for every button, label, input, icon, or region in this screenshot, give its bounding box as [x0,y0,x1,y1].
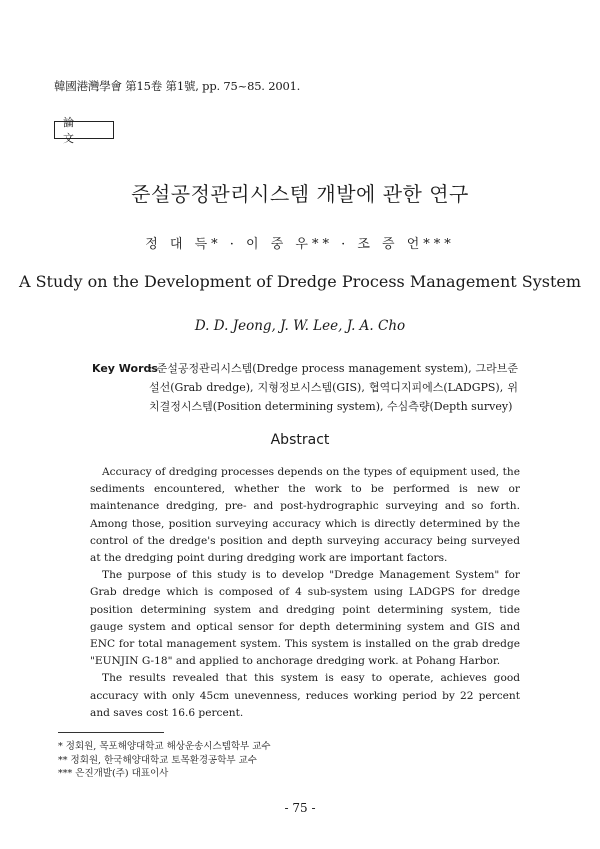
english-authors: D. D. Jeong, J. W. Lee, J. A. Cho [194,318,406,334]
footnote-divider [58,732,164,733]
footnote-item: * 정회원, 목포해양대학교 해상운송시스템학부 교수 [58,741,271,752]
journal-citation: 韓國港灣學會 第15卷 第1號, pp. 75~85. 2001. [54,79,301,93]
english-title: A Study on the Development of Dredge Process Management System [18,272,582,291]
page-number: - 75 - [284,801,316,815]
korean-authors: 정 대 득* · 이 중 우** · 조 증 언*** [145,237,455,252]
korean-title: 준설공정관리시스템 개발에 관한 연구 [131,182,469,206]
footnote-item: *** 은진개발(주) 대표이사 [58,768,169,779]
footnotes [58,740,271,781]
keywords-text: : 준설공정관리시스템(Dredge process management system), 그라브준설선(Grab dredge), 지형정보시스템(GIS), 협역디지피에스(LADGPS), 위치결정시스템(Position determining system), 수심측량(Depth survey) [149,362,518,413]
abstract-heading: Abstract [270,432,330,448]
keywords-label: Key Words [92,362,158,375]
footnote-item: ** 정회원, 한국해양대학교 토목환경공학부 교수 [58,754,257,766]
abstract-paragraph: The purpose of this study is to develop "Dredge Management System" for Grab dredge which is composed of 4 sub-system using LADGPS for dredge position determining system and dredging point determining system, tide gauge system and optical sensor for depth determining system and GIS and ENC for total management system. This system is installed on the grab dredge "EUNJIN G-18" and applied to anchorage dredging work. at Pohang Harbor. [90,569,520,668]
keywords-block [92,359,518,416]
abstract-paragraph: Accuracy of dredging processes depends on the types of equipment used, the sediments encountered, whether the work to be performed is new or maintenance dredging, pre- and post-hydrographic surveying and so forth. Among those, position surveying accuracy which is directly determined by the control of the dredge's position and depth surveying accuracy being surveyed at the dredging point during dredging work are important factors. [90,466,520,565]
article-type-badge: 論 文 [54,121,114,139]
abstract-paragraph: The results revealed that this system is easy to operate, achieves good accuracy with only 45cm unevenness, reduces working period by 22 percent and saves cost 16.6 percent. [90,672,520,719]
abstract-body [90,464,520,722]
